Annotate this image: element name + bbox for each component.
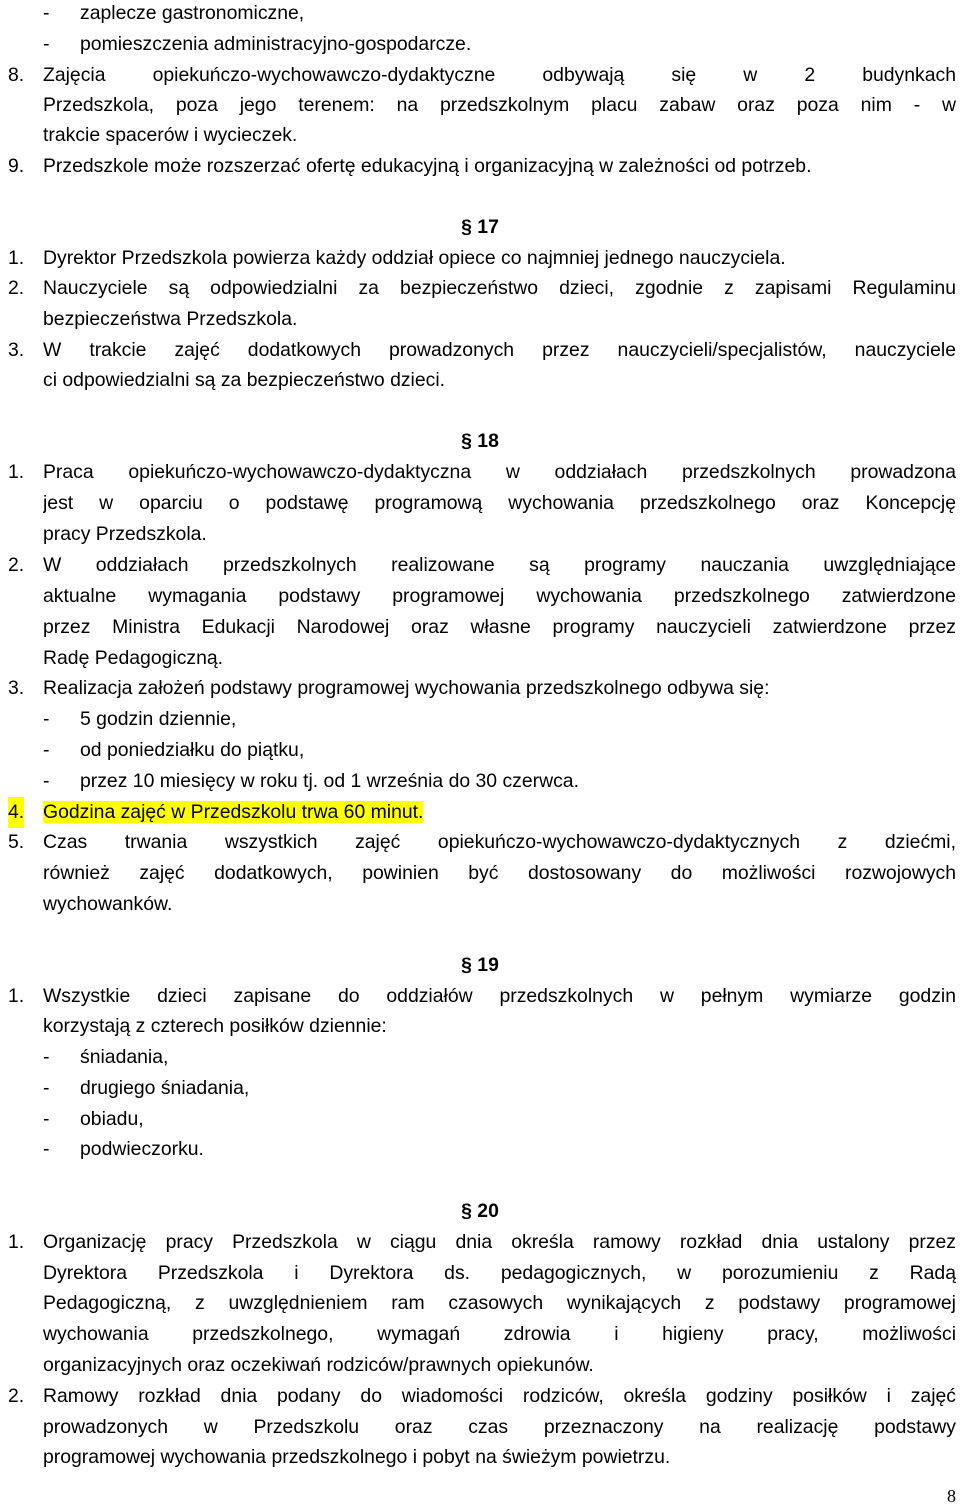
paragraph-number: 1. — [8, 247, 25, 269]
paragraph-line: Realizacja założeń podstawy programowej wychowania przedszkolnego odbywa się: — [43, 677, 770, 699]
section-heading: § 20 — [461, 1200, 499, 1222]
list-dash: - — [43, 2, 50, 24]
list-dash: - — [43, 1046, 50, 1068]
section-heading: § 18 — [461, 430, 499, 452]
paragraph-line: ci odpowiedzialni są za bezpieczeństwo dzieci. — [43, 369, 446, 391]
list-item: podwieczorku. — [80, 1138, 204, 1160]
list-item: 5 godzin dziennie, — [80, 708, 237, 730]
paragraph-line: Ramowy rozkład dnia podany do wiadomości rodziców, określa godziny posiłków i zajęć — [43, 1385, 956, 1407]
paragraph-number: 9. — [8, 155, 25, 177]
paragraph-line: korzystają z czterech posiłków dziennie: — [43, 1015, 387, 1037]
paragraph-number-highlighted: 4. — [8, 797, 24, 828]
paragraph-line: wychowania przedszkolnego, wymagań zdrowia i higieny pracy, możliwości — [43, 1323, 956, 1345]
paragraph-line: Dyrektora Przedszkola i Dyrektora ds. pedagogicznych, w porozumieniu z Radą — [43, 1262, 956, 1284]
list-item: od poniedziałku do piątku, — [80, 739, 305, 761]
list-dash: - — [43, 770, 50, 792]
paragraph-line: Nauczyciele są odpowiedzialni za bezpieczeństwo dzieci, zgodnie z zapisami Regulaminu — [43, 277, 956, 299]
list-dash: - — [43, 1138, 50, 1160]
paragraph-line: Przedszkola, poza jego terenem: na przedszkolnym placu zabaw oraz poza nim - w — [43, 94, 956, 116]
paragraph-line: trakcie spacerów i wycieczek. — [43, 124, 298, 146]
list-item: drugiego śniadania, — [80, 1077, 250, 1099]
paragraph-number: 1. — [8, 461, 25, 483]
paragraph-line: Wszystkie dzieci zapisane do oddziałów przedszkolnych w pełnym wymiarze godzin — [43, 985, 956, 1007]
paragraph-number: 1. — [8, 985, 25, 1007]
paragraph-line: wychowanków. — [43, 893, 173, 915]
paragraph-line: Praca opiekuńczo-wychowawczo-dydaktyczna w oddziałach przedszkolnych prowadzona — [43, 461, 956, 483]
paragraph-line: również zajęć dodatkowych, powinien być dostosowany do możliwości rozwojowych — [43, 862, 956, 884]
paragraph-number: 3. — [8, 339, 25, 361]
paragraph-line: Radę Pedagogiczną. — [43, 647, 224, 669]
highlighted-text: Godzina zajęć w Przedszkolu trwa 60 minut. — [43, 801, 424, 823]
paragraph-line: organizacyjnych oraz oczekiwań rodziców/prawnych opiekunów. — [43, 1354, 594, 1376]
list-dash: - — [43, 33, 50, 55]
list-dash: - — [43, 1108, 50, 1130]
paragraph-number: 2. — [8, 1385, 25, 1407]
paragraph-line: Pedagogiczną, z uwzględnieniem ram czasowych wynikających z podstawy programowej — [43, 1292, 956, 1314]
paragraph-number: 2. — [8, 554, 25, 576]
list-item: przez 10 miesięcy w roku tj. od 1 września do 30 czerwca. — [80, 770, 579, 792]
highlighted-line — [43, 797, 423, 828]
paragraph-line: przez Ministra Edukacji Narodowej oraz własne programy nauczycieli zatwierdzone przez — [43, 616, 956, 638]
paragraph-line: pracy Przedszkola. — [43, 523, 207, 545]
list-item: obiadu, — [80, 1108, 144, 1130]
paragraph-line: Dyrektor Przedszkola powierza każdy oddział opiece co najmniej jednego nauczyciela. — [43, 247, 786, 269]
paragraph-line: W oddziałach przedszkolnych realizowane są programy nauczania uwzględniające — [43, 554, 956, 576]
paragraph-line: prowadzonych w Przedszkolu oraz czas przeznaczony na realizację podstawy — [43, 1416, 956, 1438]
paragraph-number: 2. — [8, 277, 25, 299]
paragraph-line: W trakcie zajęć dodatkowych prowadzonych przez nauczycieli/specjalistów, nauczyciele — [43, 339, 956, 361]
paragraph-number: 3. — [8, 677, 25, 699]
paragraph-number: 8. — [8, 64, 25, 86]
paragraph-line: jest w oparciu o podstawę programową wychowania przedszkolnego oraz Koncepcję — [43, 492, 956, 514]
paragraph-line: Zajęcia opiekuńczo-wychowawczo-dydaktyczne odbywają się w 2 budynkach — [43, 64, 956, 86]
paragraph-line: Przedszkole może rozszerzać ofertę edukacyjną i organizacyjną w zależności od potrzeb. — [43, 155, 812, 177]
list-dash: - — [43, 1077, 50, 1099]
list-item: zaplecze gastronomiczne, — [80, 2, 305, 24]
section-heading: § 19 — [461, 954, 499, 976]
section-heading: § 17 — [461, 216, 499, 238]
paragraph-number: 1. — [8, 1231, 25, 1253]
page-number: 8 — [947, 1486, 956, 1506]
paragraph-line: Organizację pracy Przedszkola w ciągu dnia określa ramowy rozkład dnia ustalony przez — [43, 1231, 956, 1253]
list-dash: - — [43, 708, 50, 730]
list-dash: - — [43, 739, 50, 761]
paragraph-line: Czas trwania wszystkich zajęć opiekuńczo-wychowawczo-dydaktycznych z dziećmi, — [43, 831, 956, 853]
list-item: pomieszczenia administracyjno-gospodarcze. — [80, 33, 472, 55]
paragraph-number: 5. — [8, 831, 25, 853]
list-item: śniadania, — [80, 1046, 169, 1068]
paragraph-line: aktualne wymagania podstawy programowej wychowania przedszkolnego zatwierdzone — [43, 585, 956, 607]
paragraph-line: programowej wychowania przedszkolnego i pobyt na świeżym powietrzu. — [43, 1446, 671, 1468]
paragraph-line: bezpieczeństwa Przedszkola. — [43, 308, 298, 330]
